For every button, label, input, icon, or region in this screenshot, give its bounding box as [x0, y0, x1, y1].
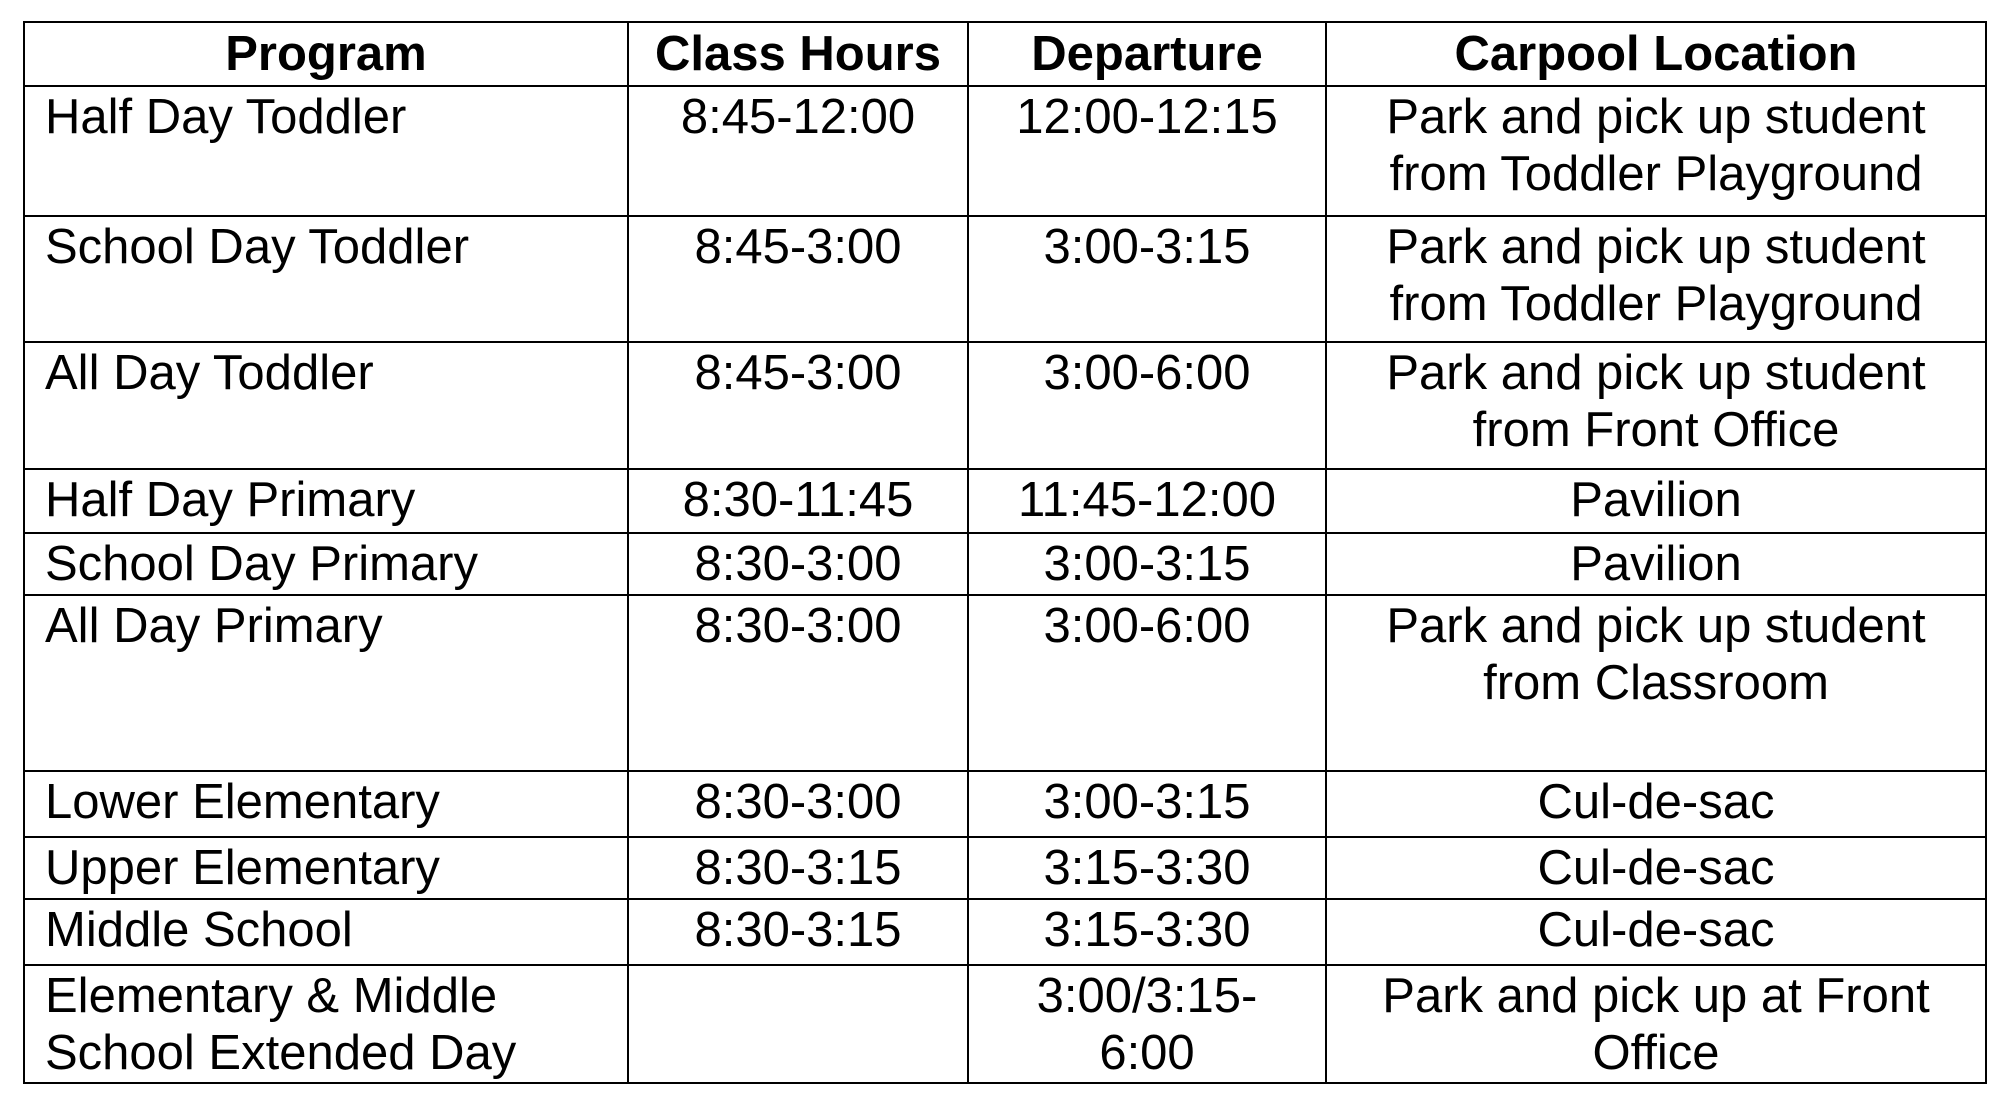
- cell-class-hours-line: 8:45-3:00: [694, 346, 902, 400]
- column-header-class-hours: Class Hours: [628, 22, 968, 86]
- cell-program-line: Upper Elementary: [45, 841, 440, 895]
- table-header-row: [24, 22, 1986, 86]
- cell-departure: [968, 595, 1326, 771]
- cell-program: [24, 216, 628, 342]
- cell-class-hours-line: 8:30-3:00: [694, 537, 902, 591]
- cell-class-hours: [628, 469, 968, 533]
- cell-departure: [968, 899, 1326, 965]
- cell-carpool-location: [1326, 837, 1986, 899]
- cell-program: [24, 533, 628, 595]
- cell-carpool-location: [1326, 469, 1986, 533]
- table-row: [24, 771, 1986, 837]
- cell-departure: [968, 965, 1326, 1083]
- cell-departure: [968, 469, 1326, 533]
- cell-carpool-location-line: Park and pick up student: [1386, 220, 1926, 274]
- cell-carpool-location-line: Park and pick up student: [1386, 599, 1926, 653]
- column-header-program: Program: [24, 22, 628, 86]
- cell-class-hours-line: 8:30-3:15: [694, 841, 902, 895]
- cell-carpool-location-line: from Toddler Playground: [1389, 147, 1923, 201]
- cell-program-line: All Day Toddler: [45, 346, 374, 400]
- cell-carpool-location: [1326, 216, 1986, 342]
- cell-departure-line: 3:15-3:30: [1043, 841, 1251, 895]
- cell-carpool-location-line: from Classroom: [1483, 656, 1829, 710]
- cell-program: [24, 342, 628, 469]
- table-row: [24, 533, 1986, 595]
- cell-program: [24, 965, 628, 1083]
- carpool-schedule-table: [23, 21, 1987, 1084]
- cell-program-line: Middle School: [45, 903, 353, 957]
- cell-program: [24, 771, 628, 837]
- cell-carpool-location: [1326, 86, 1986, 216]
- cell-program: [24, 899, 628, 965]
- cell-class-hours-line: 8:30-3:15: [694, 903, 902, 957]
- cell-program-line: All Day Primary: [45, 599, 383, 653]
- cell-class-hours: [628, 533, 968, 595]
- cell-carpool-location-line: from Front Office: [1472, 403, 1840, 457]
- cell-carpool-location-line: Office: [1592, 1026, 1720, 1080]
- cell-program: [24, 469, 628, 533]
- cell-carpool-location-line: Park and pick up at Front: [1382, 969, 1930, 1023]
- cell-carpool-location-line: Park and pick up student: [1386, 90, 1926, 144]
- cell-departure-line: 3:00-3:15: [1043, 537, 1251, 591]
- cell-carpool-location: [1326, 899, 1986, 965]
- cell-departure-line: 3:00-6:00: [1043, 599, 1251, 653]
- cell-program-line: School Extended Day: [45, 1026, 517, 1080]
- cell-class-hours: [628, 216, 968, 342]
- cell-class-hours: [628, 965, 968, 1083]
- cell-class-hours-line: 8:30-3:00: [694, 775, 902, 829]
- table-row: [24, 342, 1986, 469]
- column-header-departure: Departure: [968, 22, 1326, 86]
- cell-carpool-location-line: from Toddler Playground: [1389, 277, 1923, 331]
- cell-class-hours: [628, 837, 968, 899]
- cell-carpool-location: [1326, 771, 1986, 837]
- cell-departure: [968, 342, 1326, 469]
- table-body: [24, 86, 1986, 1083]
- cell-carpool-location-line: Pavilion: [1570, 473, 1742, 527]
- cell-departure-line: 12:00-12:15: [1016, 90, 1278, 144]
- table-row: [24, 86, 1986, 216]
- cell-carpool-location-line: Pavilion: [1570, 537, 1742, 591]
- cell-carpool-location: [1326, 595, 1986, 771]
- table-row: [24, 469, 1986, 533]
- cell-class-hours: [628, 86, 968, 216]
- cell-class-hours-line: 8:30-11:45: [682, 473, 914, 527]
- table-row: [24, 965, 1986, 1083]
- cell-departure: [968, 533, 1326, 595]
- cell-class-hours-line: 8:45-12:00: [680, 90, 916, 144]
- cell-carpool-location-line: Cul-de-sac: [1537, 841, 1775, 895]
- cell-program: [24, 595, 628, 771]
- cell-program-line: School Day Primary: [45, 537, 478, 591]
- cell-departure-line: 3:00-6:00: [1043, 346, 1251, 400]
- cell-program-line: Half Day Primary: [45, 473, 416, 527]
- cell-program: [24, 86, 628, 216]
- cell-program: [24, 837, 628, 899]
- cell-carpool-location: [1326, 965, 1986, 1083]
- cell-class-hours: [628, 342, 968, 469]
- cell-carpool-location-line: Cul-de-sac: [1537, 775, 1775, 829]
- cell-carpool-location-line: Cul-de-sac: [1537, 903, 1775, 957]
- table-row: [24, 837, 1986, 899]
- cell-carpool-location-line: Park and pick up student: [1386, 346, 1926, 400]
- cell-carpool-location: [1326, 342, 1986, 469]
- cell-departure-line: 3:15-3:30: [1043, 903, 1251, 957]
- cell-program-line: Elementary & Middle: [45, 969, 498, 1023]
- cell-departure: [968, 86, 1326, 216]
- table-row: [24, 216, 1986, 342]
- cell-class-hours: [628, 771, 968, 837]
- cell-program-line: School Day Toddler: [45, 220, 470, 274]
- cell-carpool-location: [1326, 533, 1986, 595]
- cell-departure-line: 3:00-3:15: [1043, 775, 1251, 829]
- cell-program-line: Lower Elementary: [45, 775, 440, 829]
- cell-class-hours-line: 8:45-3:00: [694, 220, 902, 274]
- cell-departure-line: 11:45-12:00: [1018, 473, 1276, 527]
- cell-class-hours-line: 8:30-3:00: [694, 599, 902, 653]
- table-row: [24, 899, 1986, 965]
- cell-class-hours: [628, 595, 968, 771]
- cell-departure: [968, 771, 1326, 837]
- cell-departure-line: 6:00: [1099, 1026, 1195, 1080]
- table-row: [24, 595, 1986, 771]
- cell-departure-line: 3:00/3:15-: [1036, 969, 1258, 1023]
- cell-departure: [968, 837, 1326, 899]
- cell-departure: [968, 216, 1326, 342]
- cell-class-hours: [628, 899, 968, 965]
- column-header-carpool-location: Carpool Location: [1326, 22, 1986, 86]
- cell-departure-line: 3:00-3:15: [1043, 220, 1251, 274]
- cell-program-line: Half Day Toddler: [45, 90, 407, 144]
